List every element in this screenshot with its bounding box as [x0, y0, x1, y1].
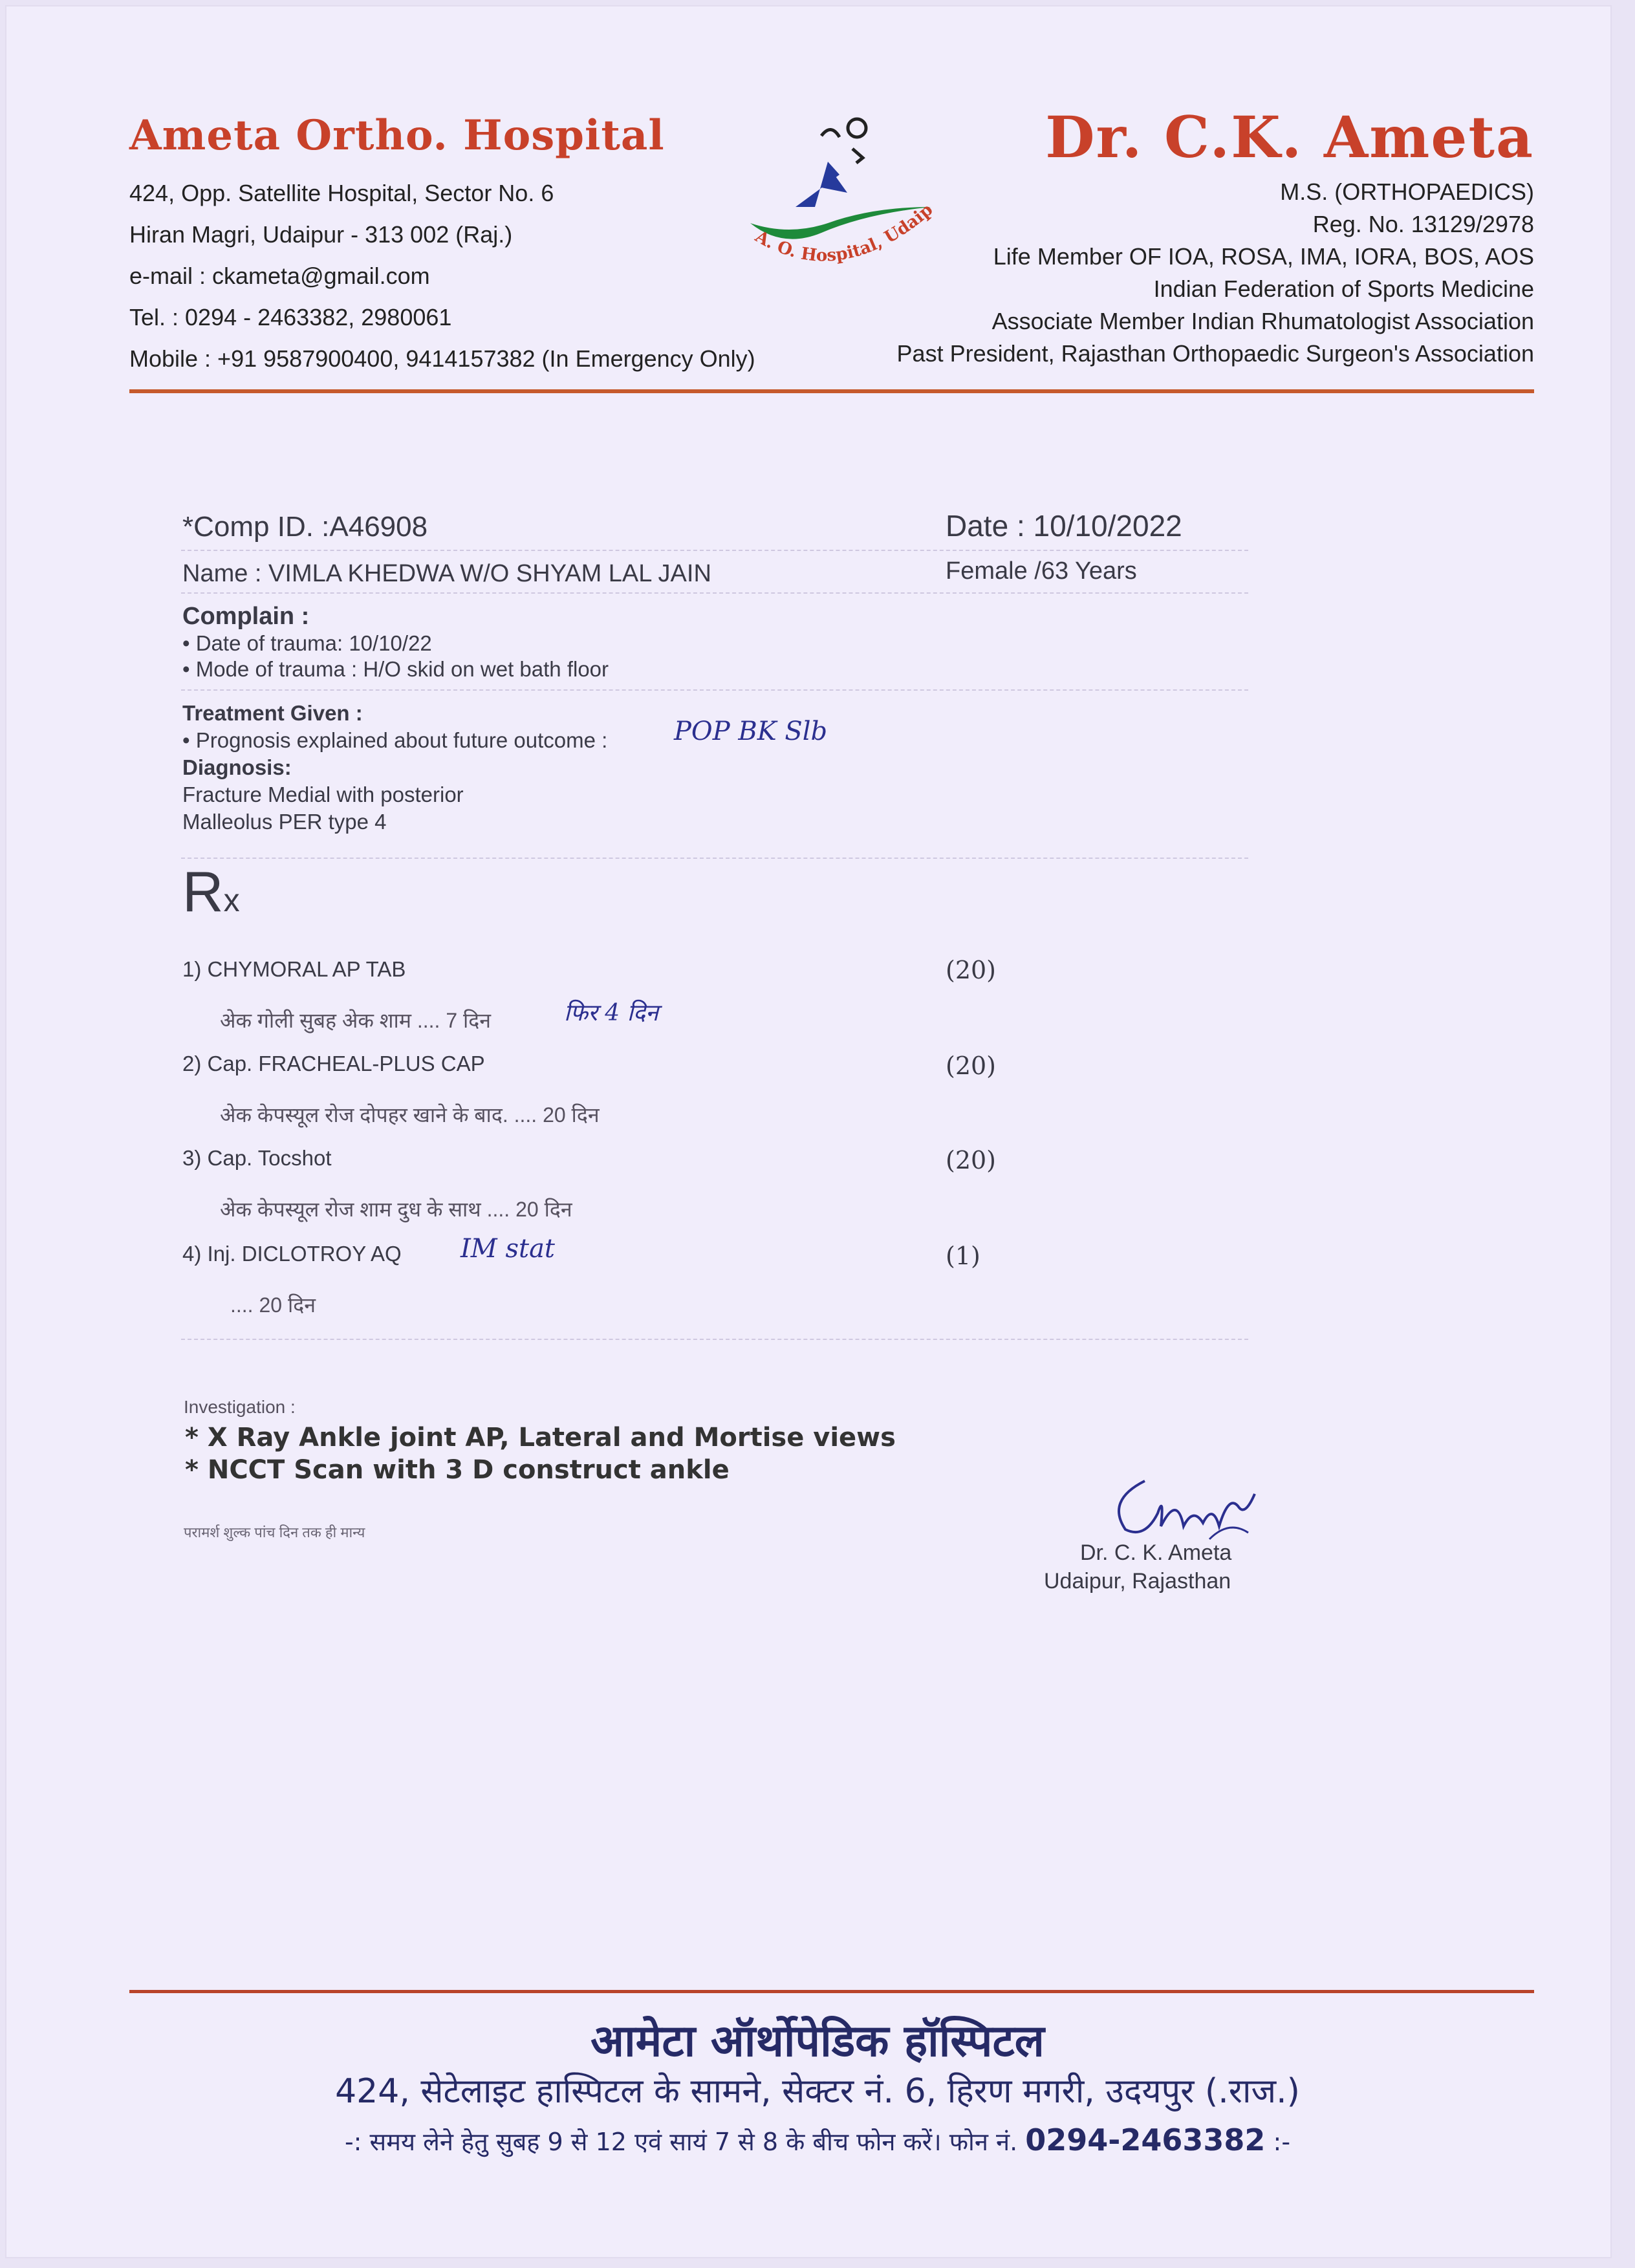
medicine-3-instruction: अेक केपस्यूल रोज शाम दुध के साथ .... 20 दिन [220, 1198, 572, 1221]
medicine-1-note: फिर 4 दिन [564, 1000, 659, 1026]
hospital-name: Ameta Ortho. Hospital [129, 111, 665, 160]
signature-place: Udaipur, Rajasthan [1044, 1569, 1231, 1593]
complain-line-2: • Mode of trauma : H/O skid on wet bath floor [182, 657, 609, 681]
medicine-3-qty: (20) [946, 1146, 997, 1174]
doctor-membership-2: Indian Federation of Sports Medicine [1153, 275, 1534, 302]
diagnosis-line-1: Fracture Medial with posterior [182, 783, 464, 806]
medicine-4-name: 4) Inj. DICLOTROY AQ [182, 1242, 402, 1266]
medicine-1-instruction: अेक गोली सुबह अेक शाम .... 7 दिन [220, 1009, 492, 1032]
investigation-item-2: * NCCT Scan with 3 D construct ankle [185, 1455, 730, 1485]
rx-symbol: Rx [182, 859, 240, 923]
footer-hospital-name: आमेटा ऑर्थोपेडिक हॉस्पिटल [590, 2016, 1045, 2067]
doctor-name: Dr. C.K. Ameta [1045, 103, 1534, 171]
medicine-3-name: 3) Cap. Tocshot [182, 1146, 332, 1170]
visit-date: Date : 10/10/2022 [946, 509, 1182, 543]
divider [181, 1339, 1248, 1340]
divider [181, 689, 1248, 691]
medicine-4-qty: (1) [946, 1242, 980, 1270]
medicine-1-name: 1) CHYMORAL AP TAB [182, 957, 406, 981]
medicine-2-instruction: अेक केपस्यूल रोज दोपहर खाने के बाद. .... 20 दिन [220, 1103, 600, 1127]
investigation-heading: Investigation : [184, 1397, 296, 1417]
footer-phone: 0294-2463382 [1025, 2122, 1266, 2157]
hospital-address-line2: Hiran Magri, Udaipur - 313 002 (Raj.) [129, 221, 513, 248]
doctor-membership-1: Life Member OF IOA, ROSA, IMA, IORA, BOS, AOS [993, 243, 1534, 270]
medicine-1-qty: (20) [946, 956, 997, 984]
hospital-logo [724, 110, 944, 291]
diagnosis-heading: Diagnosis: [182, 755, 292, 779]
medicine-2-qty: (20) [946, 1052, 997, 1080]
logo-text: A. O. Hospital, Udaip [752, 200, 937, 266]
treatment-heading: Treatment Given : [182, 701, 363, 725]
divider [181, 858, 1248, 859]
doctor-membership-3: Associate Member Indian Rhumatologist Association [991, 308, 1534, 334]
footer-timing: -: समय लेने हेतु सुबह 9 से 12 एवं सायं 7 से 8 के बीच फोन करें। फोन नं. 0294-2463382 :- [344, 2122, 1291, 2157]
treatment-handwritten: POP BK Slb [674, 717, 828, 746]
hospital-mobile: Mobile : +91 9587900400, 9414157382 (In Emergency Only) [129, 345, 755, 372]
diagnosis-line-2: Malleolus PER type 4 [182, 810, 387, 834]
hospital-tel: Tel. : 0294 - 2463382, 2980061 [129, 304, 452, 330]
footer-divider [129, 1990, 1534, 1993]
complain-heading: Complain : [182, 603, 310, 630]
doctor-membership-4: Past President, Rajasthan Orthopaedic Surgeon's Association [896, 340, 1534, 367]
investigation-item-1: * X Ray Ankle joint AP, Lateral and Mortise views [185, 1423, 896, 1453]
comp-id: *Comp ID. :A46908 [182, 511, 428, 543]
doctor-signature [1099, 1468, 1268, 1552]
doctor-qualification: M.S. (ORTHOPAEDICS) [1280, 178, 1534, 205]
complain-line-1: • Date of trauma: 10/10/22 [182, 631, 432, 655]
header-divider [129, 389, 1534, 393]
fee-validity-note: परामर्श शुल्क पांच दिन तक ही मान्य [184, 1524, 365, 1540]
patient-name: Name : VIMLA KHEDWA W/O SHYAM LAL JAIN [182, 560, 711, 587]
doctor-reg: Reg. No. 13129/2978 [1312, 211, 1534, 237]
hospital-email: e-mail : ckameta@gmail.com [129, 263, 430, 289]
signature-name: Dr. C. K. Ameta [1080, 1540, 1232, 1565]
medicine-2-name: 2) Cap. FRACHEAL-PLUS CAP [182, 1052, 485, 1075]
medicine-4-instruction: .... 20 दिन [230, 1293, 316, 1317]
divider [181, 550, 1248, 551]
patient-gender-age: Female /63 Years [946, 557, 1137, 585]
footer-address: 424, सेटेलाइट हास्पिटल के सामने, सेक्टर नं. 6, हिरण मगरी, उदयपुर (.राज.) [335, 2072, 1300, 2111]
medicine-4-note: IM stat [460, 1234, 555, 1264]
hospital-address-line1: 424, Opp. Satellite Hospital, Sector No. 6 [129, 180, 554, 206]
treatment-line-1: • Prognosis explained about future outcome : [182, 728, 608, 752]
divider [181, 592, 1248, 594]
